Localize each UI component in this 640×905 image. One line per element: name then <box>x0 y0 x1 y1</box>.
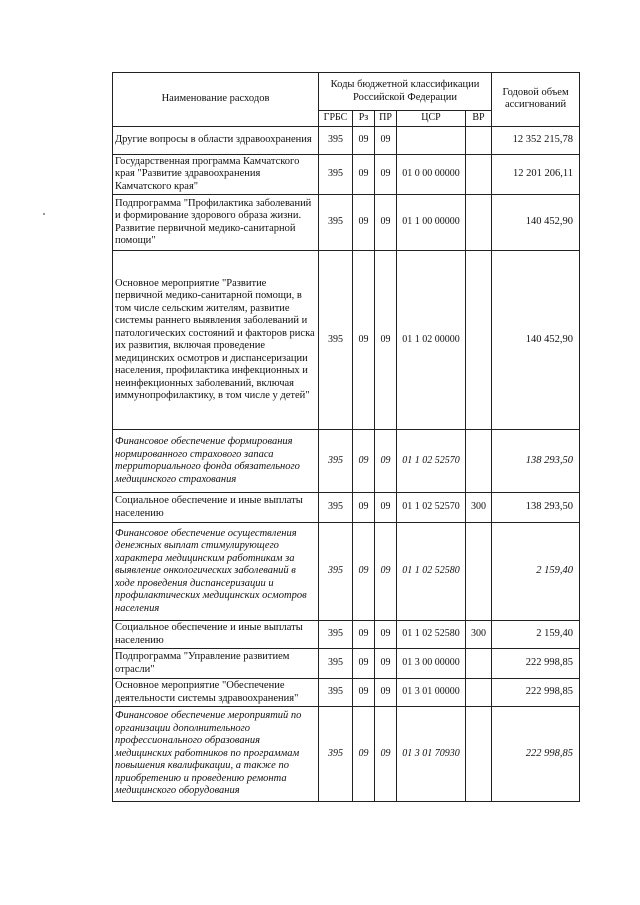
table-row <box>113 126 580 154</box>
row-rz-cell: 09 <box>353 430 375 493</box>
row-grbs-cell: 395 <box>319 430 353 493</box>
row-csr-cell: 01 0 00 00000 <box>397 154 466 195</box>
header-csr: ЦСР <box>397 111 466 127</box>
row-grbs-cell: 395 <box>319 251 353 430</box>
row-csr-cell: 01 3 00 00000 <box>397 649 466 679</box>
row-grbs-cell: 395 <box>319 523 353 621</box>
header-codes: Коды бюджетной классификации Российской Федерации <box>319 73 492 111</box>
row-amount-cell: 2 159,40 <box>492 523 580 621</box>
row-amount-cell: 222 998,85 <box>492 649 580 679</box>
header-vr: ВР <box>466 111 492 127</box>
budget-rows <box>113 126 580 802</box>
row-pr-cell: 09 <box>375 154 397 195</box>
row-amount-cell: 140 452,90 <box>492 251 580 430</box>
row-pr-cell: 09 <box>375 430 397 493</box>
row-csr-cell: 01 1 00 00000 <box>397 195 466 251</box>
row-pr-cell: 09 <box>375 126 397 154</box>
row-csr-cell: 01 1 02 00000 <box>397 251 466 430</box>
row-grbs-cell: 395 <box>319 621 353 649</box>
row-amount-cell: 138 293,50 <box>492 493 580 523</box>
row-grbs-cell: 395 <box>319 679 353 707</box>
row-pr-cell: 09 <box>375 707 397 802</box>
header-name: Наименование расходов <box>113 73 319 127</box>
row-amount-cell: 222 998,85 <box>492 707 580 802</box>
margin-dot <box>43 213 45 215</box>
row-pr-cell: 09 <box>375 493 397 523</box>
row-rz-cell: 09 <box>353 126 375 154</box>
table-row <box>113 493 580 523</box>
row-name-cell: Государственная программа Камчатского края "Развитие здравоохранения Камчатского края" <box>113 154 319 195</box>
row-vr-cell <box>466 523 492 621</box>
table-row <box>113 649 580 679</box>
row-rz-cell: 09 <box>353 707 375 802</box>
row-vr-cell: 300 <box>466 493 492 523</box>
table-row <box>113 430 580 493</box>
row-name-cell: Другие вопросы в области здравоохранения <box>113 126 319 154</box>
row-vr-cell <box>466 707 492 802</box>
row-csr-cell <box>397 126 466 154</box>
row-name-cell: Финансовое обеспечение мероприятий по организации дополнительного профессионального образования медицинских работников по программам повышения квалификации, а также по приобретению и проведению ремонта медицинского оборудования <box>113 707 319 802</box>
row-csr-cell: 01 1 02 52570 <box>397 430 466 493</box>
row-rz-cell: 09 <box>353 523 375 621</box>
row-grbs-cell: 395 <box>319 649 353 679</box>
row-name-cell: Подпрограмма "Управление развитием отрасли" <box>113 649 319 679</box>
row-name-cell: Социальное обеспечение и иные выплаты населению <box>113 621 319 649</box>
header-rz: Рз <box>353 111 375 127</box>
row-vr-cell: 300 <box>466 621 492 649</box>
row-pr-cell: 09 <box>375 251 397 430</box>
row-rz-cell: 09 <box>353 621 375 649</box>
row-amount-cell: 140 452,90 <box>492 195 580 251</box>
row-rz-cell: 09 <box>353 195 375 251</box>
header-amount: Годовой объем ассигнований <box>492 73 580 127</box>
row-name-cell: Основное мероприятие "Развитие первичной медико-санитарной помощи, в том числе сельским жителям, развитие системы раннего выявления заболеваний и патологических состояний и факторов риска их развития, включая проведение медицинских осмотров и диспансеризации населения, профилактика инфекционных и неинфекционных заболеваний, включая иммунопрофилактику, в том числе у детей" <box>113 251 319 430</box>
table-row <box>113 251 580 430</box>
row-csr-cell: 01 1 02 52570 <box>397 493 466 523</box>
row-rz-cell: 09 <box>353 679 375 707</box>
row-amount-cell: 12 201 206,11 <box>492 154 580 195</box>
budget-table <box>112 72 580 802</box>
row-grbs-cell: 395 <box>319 195 353 251</box>
table-row <box>113 195 580 251</box>
row-csr-cell: 01 3 01 00000 <box>397 679 466 707</box>
row-amount-cell: 138 293,50 <box>492 430 580 493</box>
row-pr-cell: 09 <box>375 523 397 621</box>
row-name-cell: Социальное обеспечение и иные выплаты населению <box>113 493 319 523</box>
row-vr-cell <box>466 251 492 430</box>
row-vr-cell <box>466 430 492 493</box>
row-rz-cell: 09 <box>353 154 375 195</box>
row-amount-cell: 2 159,40 <box>492 621 580 649</box>
header-pr: ПР <box>375 111 397 127</box>
header-grbs: ГРБС <box>319 111 353 127</box>
row-grbs-cell: 395 <box>319 707 353 802</box>
row-csr-cell: 01 1 02 52580 <box>397 621 466 649</box>
row-grbs-cell: 395 <box>319 154 353 195</box>
row-rz-cell: 09 <box>353 649 375 679</box>
row-pr-cell: 09 <box>375 195 397 251</box>
row-name-cell: Финансовое обеспечение формирования нормированного страхового запаса территориального фонда обязательного медицинского страхования <box>113 430 319 493</box>
row-pr-cell: 09 <box>375 679 397 707</box>
row-vr-cell <box>466 154 492 195</box>
row-rz-cell: 09 <box>353 251 375 430</box>
row-amount-cell: 12 352 215,78 <box>492 126 580 154</box>
row-vr-cell <box>466 195 492 251</box>
table-row <box>113 707 580 802</box>
row-name-cell: Основное мероприятие "Обеспечение деятельности системы здравоохранения" <box>113 679 319 707</box>
row-vr-cell <box>466 679 492 707</box>
row-vr-cell <box>466 649 492 679</box>
row-amount-cell: 222 998,85 <box>492 679 580 707</box>
table-row <box>113 154 580 195</box>
table-row <box>113 679 580 707</box>
row-name-cell: Финансовое обеспечение осуществления денежных выплат стимулирующего характера медицинским работникам за выявление онкологических заболеваний в ходе проведения диспансеризации и профилактических медицинских осмотров населения <box>113 523 319 621</box>
row-rz-cell: 09 <box>353 493 375 523</box>
row-grbs-cell: 395 <box>319 493 353 523</box>
row-csr-cell: 01 1 02 52580 <box>397 523 466 621</box>
row-vr-cell <box>466 126 492 154</box>
table-row <box>113 523 580 621</box>
row-grbs-cell: 395 <box>319 126 353 154</box>
row-csr-cell: 01 3 01 70930 <box>397 707 466 802</box>
row-name-cell: Подпрограмма "Профилактика заболеваний и формирование здорового образа жизни. Развитие первичной медико-санитарной помощи" <box>113 195 319 251</box>
table-row <box>113 621 580 649</box>
row-pr-cell: 09 <box>375 649 397 679</box>
row-pr-cell: 09 <box>375 621 397 649</box>
